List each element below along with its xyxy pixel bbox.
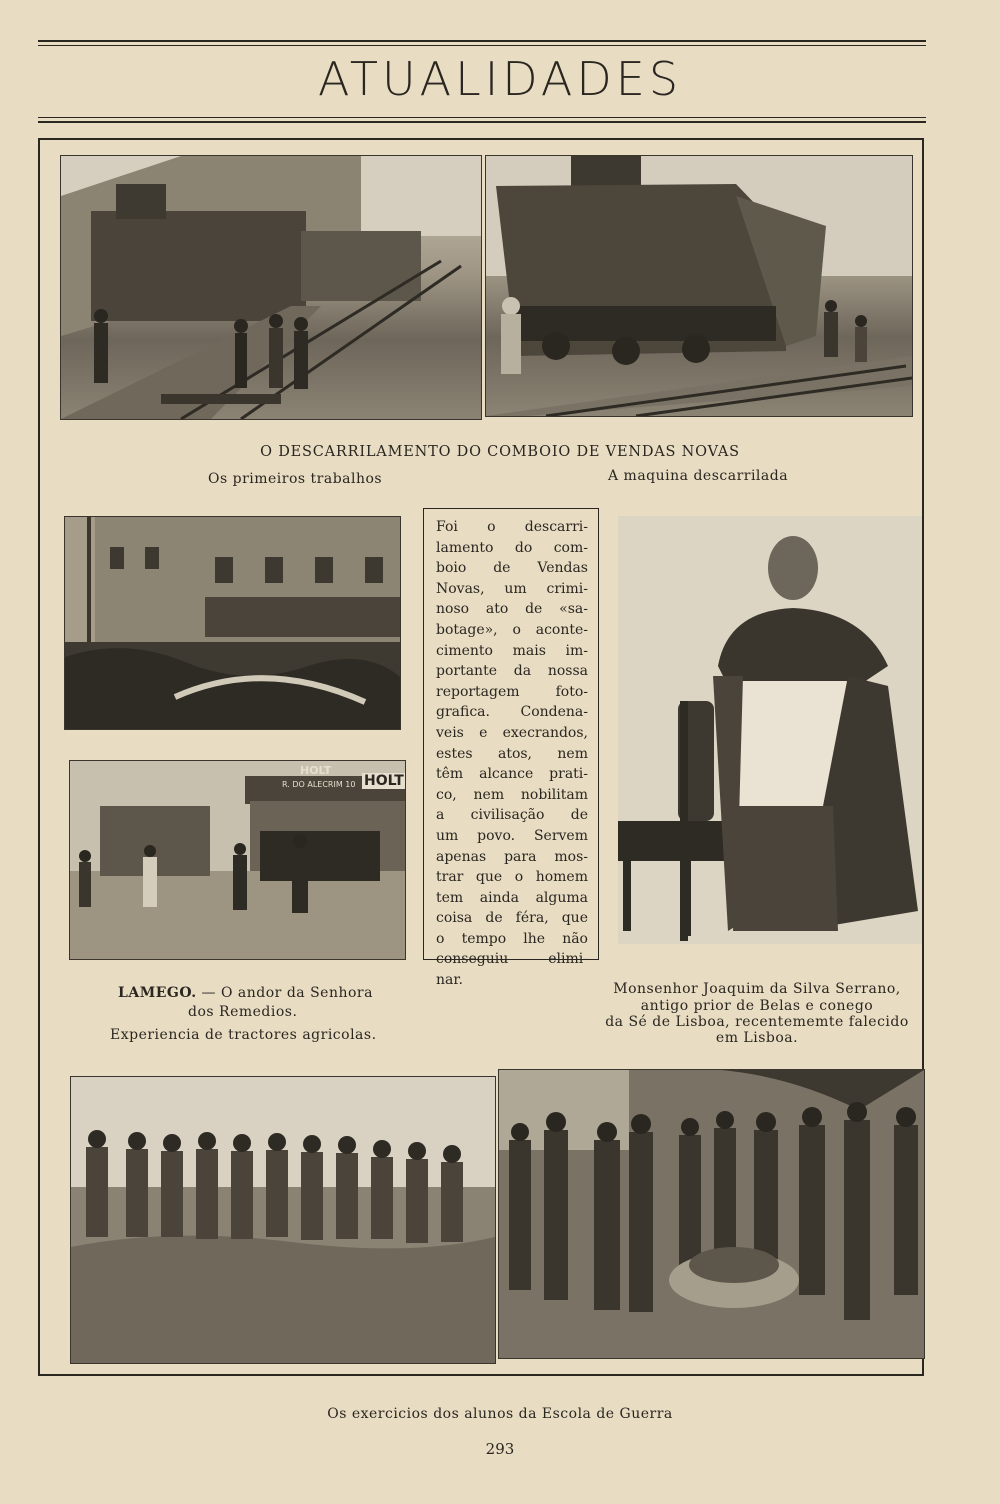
article-line: reportagem foto- — [436, 683, 588, 700]
top-rule-thick — [38, 40, 926, 42]
caption-lamego-place: LAMEGO. — [118, 985, 197, 1001]
obituary-line3: da Sé de Lisboa, recentememte falecido — [605, 1014, 909, 1030]
article-line: a civilisação de — [436, 807, 588, 824]
article-line: veis e execrandos, — [436, 724, 588, 741]
caption-derailed-engine: A maquina descarrilada — [608, 468, 789, 484]
caption-lamego-andor: — O andor da Senhora — [196, 985, 373, 1001]
photo-war-school-cadets-field — [70, 1076, 496, 1364]
article-line: apenas para mos- — [436, 848, 588, 865]
article-line: Novas, um crimi- — [436, 580, 588, 597]
photo-railway-first-works — [60, 155, 482, 420]
obituary-line1: Monsenhor Joaquim da Silva Serrano, — [613, 981, 901, 997]
top-rule-thin — [38, 45, 926, 46]
caption-war-school: Os exercicios dos alunos da Escola de Guerra — [327, 1406, 673, 1422]
article-line: cimento mais im- — [436, 642, 588, 659]
obituary-line4: em Lisboa. — [715, 1030, 799, 1046]
tractor-sign-left: HOLT — [300, 764, 332, 777]
article-line: portante da nossa — [436, 663, 588, 680]
article-line: um povo. Servem — [436, 827, 588, 844]
article-line: grafica. Condena- — [436, 704, 588, 721]
obituary-line2: antigo prior de Belas e conego — [640, 998, 874, 1014]
caption-first-works: Os primeiros trabalhos — [208, 471, 383, 487]
article-line: boio de Vendas — [436, 560, 588, 577]
photo-monsignor-portrait — [618, 516, 922, 944]
article-line: coisa de féra, que — [436, 910, 588, 927]
article-line: trar que o homem — [436, 869, 588, 886]
tractor-sign-middle: R. DO ALECRIM 10 — [282, 780, 356, 789]
photo-war-school-cadets-gun — [498, 1069, 925, 1359]
article-line: tem ainda alguma — [436, 889, 588, 906]
article-line: botage», o aconte- — [436, 621, 588, 638]
masthead-rule-thin — [38, 117, 926, 118]
article-line: o tempo lhe não — [436, 930, 588, 947]
tractor-sign-right: HOLT — [364, 773, 404, 789]
photo-lamego-procession — [64, 516, 401, 730]
article-line: noso ato de «sa- — [436, 601, 588, 618]
masthead-title: ATUALIDADES — [317, 52, 683, 106]
photo-tractor-experience — [69, 760, 406, 960]
masthead-rule-thick — [38, 121, 926, 123]
caption-lamego-line2: dos Remedios. — [188, 1004, 298, 1020]
railway-heading: O DESCARRILAMENTO DO COMBOIO DE VENDAS NOVAS — [260, 444, 740, 460]
caption-lamego-line1 — [118, 985, 373, 1001]
article-line: Foi o descarri- — [436, 519, 588, 535]
caption-tractors: Experiencia de tractores agricolas. — [110, 1027, 377, 1043]
article-lines — [436, 517, 588, 991]
article-line: nar. — [436, 972, 463, 989]
article-line: estes atos, nem — [436, 745, 588, 762]
article-line: conseguiu elimi- — [436, 951, 588, 968]
article-line: lamento do com- — [436, 539, 588, 556]
page-number: 293 — [485, 1440, 515, 1458]
article-line: co, nem nobilitam — [436, 786, 588, 803]
photo-derailed-engine — [485, 155, 913, 417]
article-line: têm alcance prati- — [436, 766, 588, 783]
article-text-box — [423, 508, 599, 989]
